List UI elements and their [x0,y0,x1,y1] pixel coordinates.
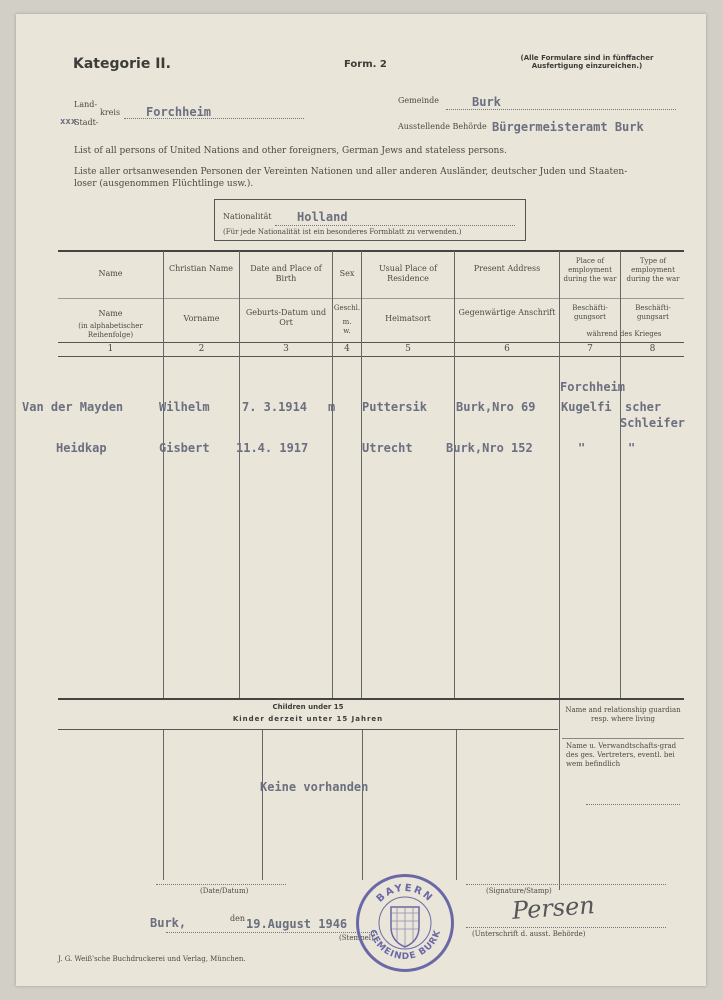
children-none: Keine vorhanden [260,780,369,794]
stadt-label: Stadt- [74,118,99,127]
row1-residence: Puttersik [362,400,428,414]
svg-text:GEMEINDE BURK: GEMEINDE BURK [366,928,444,963]
col-header-birth: Date and Place of Birth [250,264,322,283]
children-title-en: Children under 15 [272,703,344,711]
col-header-christian-name: Christian Name [168,264,234,273]
row1-birth: 7. 3.1914 [242,400,308,414]
col-num-4: 4 [344,344,350,354]
row2-name: Heidkap [56,441,107,455]
col-num-2: 2 [198,344,205,354]
col-header-type-employment: Type of employment during the war [626,257,680,283]
row2-place: " [578,441,586,455]
signature-label: (Signature/Stamp) [486,887,552,895]
behoerde-value: Bürgermeisteramt Burk [492,120,644,134]
printer-line: J. G. Weiß'sche Buchdruckerei und Verlag, München. [58,955,246,963]
row1-type: scher [625,400,662,414]
intro-german-2: loser (ausgenommen Flüchtlinge usw.). [74,179,254,189]
nationality-box [214,199,526,241]
col-header-mw: m. w. [342,318,352,335]
col-header-beschaeftigungsort: Beschäfti-gungsort [572,304,608,321]
col-header-place-employment: Place of employment during the war [563,257,617,283]
col-num-8: 8 [649,344,656,354]
row1-type2: Schleifer [620,416,686,430]
row1-sex: m [328,400,336,414]
row2-address: Burk,Nro 152 [446,441,533,455]
behoerde-signature-label: (Unterschrift d. ausst. Behörde) [472,930,586,938]
nationality-note: (Für jede Nationalität ist ein besonderes Formblatt zu verwenden.) [223,228,462,236]
guardian-en: Name and relationship guardian resp. where living [565,706,681,723]
gemeinde-value: Burk [472,95,501,109]
row2-vorname: Gisbert [159,441,210,455]
row1-vorname: Wilhelm [159,400,210,414]
row1-address: Burk,Nro 69 [456,400,536,414]
col-header-name-de: Name [98,309,123,318]
col-header-geschl: Geschl. [333,304,361,312]
col-header-sex: Sex [339,269,355,278]
row2-birth: 11.4. 1917 [236,441,309,455]
row1-name: Van der Mayden [22,400,124,414]
gemeinde-label: Gemeinde [398,96,440,105]
intro-english: List of all persons of United Nations and other foreigners, German Jews and stateless persons. [74,146,507,156]
col-header-name-note: (in alphabetischer Reihenfolge) [78,322,143,339]
row2-residence: Utrecht [362,441,413,455]
svg-text:BAYERN: BAYERN [374,882,436,905]
col-header-waehrend: während des Krieges [586,330,662,338]
footer-date: 19.August 1946 [246,917,348,931]
document-page [16,14,706,986]
footer-place: Burk, [150,916,187,930]
behoerde-label: Ausstellende Behörde [398,122,487,131]
guardian-de: Name u. Verwandtschafts-grad des ges. Vertreters, eventl. bei wem befindlich [566,742,677,768]
official-stamp [356,874,454,972]
col-num-1: 1 [107,344,114,354]
col-num-5: 5 [405,344,411,354]
footer-den: den [230,914,246,923]
children-title-de: Kinder derzeit unter 15 Jahren [232,715,384,723]
col-num-7: 7 [587,344,593,354]
col-header-vorname: Vorname [183,314,220,323]
col-header-residence: Usual Place of Residence [378,264,438,283]
col-num-6: 6 [504,344,510,354]
col-header-heimatsort: Heimatsort [385,314,431,323]
row1-place2: Kugelfi [561,400,612,414]
stadt-struck: xxx [60,117,77,127]
col-header-anschrift: Gegenwärtige Anschrift [458,308,556,317]
nationality-value: Holland [297,210,348,224]
col-header-name: Name [98,269,123,278]
category-title: Kategorie II. [73,56,171,72]
stamp-graphic [359,877,451,969]
kreis-label: kreis [100,108,121,117]
row2-type: " [628,441,636,455]
kreis-value: Forchheim [146,105,212,119]
copies-note: (Alle Formulare sind in fünffacher Ausfertigung einzureichen.) [520,54,654,70]
col-header-beschaeftigungsart: Beschäfti-gungsart [635,304,671,321]
nationality-label: Nationalität [223,212,272,221]
col-header-address: Present Address [473,264,541,273]
form-number: Form. 2 [344,59,387,70]
row1-place: Forchheim [560,380,626,394]
signature: Persen [511,891,596,925]
intro-german-1: Liste aller ortsanwesenden Personen der Vereinten Nationen und aller anderen Ausländer, deutscher Juden und Staaten- [74,167,628,177]
date-label: (Date/Datum) [200,887,249,895]
col-num-3: 3 [283,344,289,354]
footer-stempel: (Stempel) [339,934,374,942]
land-label: Land- [74,100,98,109]
col-header-geburt: Geburts-Datum und Ort [245,308,327,327]
